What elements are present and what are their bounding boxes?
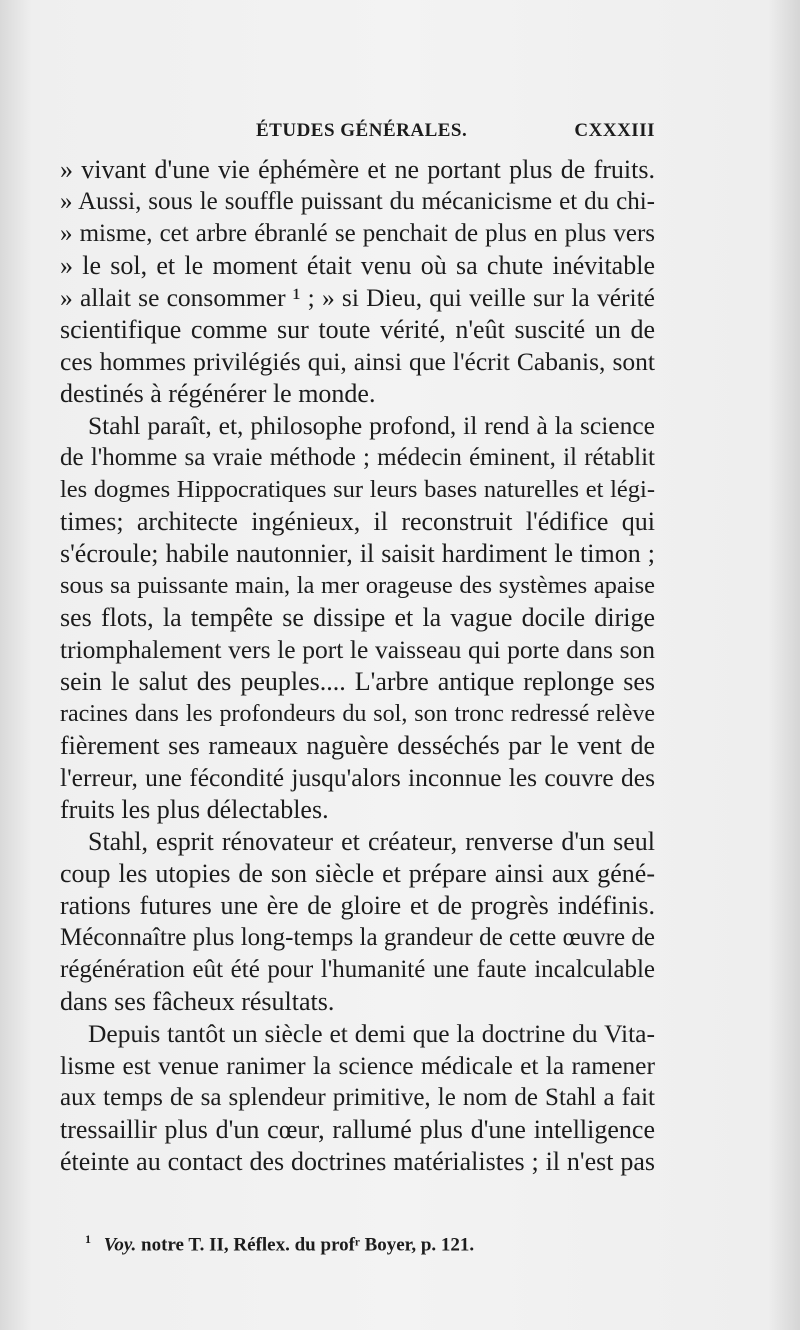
text-line: racines dans les profondeurs du sol, son tronc redressé relève [60,701,655,727]
page-header [60,120,655,150]
text-line: destinés à régénérer le monde. [60,379,376,408]
page-number: CXXXIII [574,120,655,141]
text-line: Stahl, esprit rénovateur et créateur, renverse d'un seul [88,827,655,856]
text-line: fièrement ses rameaux naguère desséchés par le vent de [60,731,655,760]
footnote-text: notre T. II, Réflex. du profʳ Boyer, p. 121. [141,1234,475,1256]
footnote [85,1232,645,1256]
text-line: » Aussi, sous le souffle puissant du mécanicisme et du chi- [60,188,655,215]
text-line: régénération eût été pour l'humanité une faute incalculable [60,956,655,983]
text-line: » misme, cet arbre ébranlé se penchait de plus en plus vers [60,220,655,247]
text-line: l'erreur, une fécondité jusqu'alors inconnue les couvre des [60,763,655,792]
text-line: coup les utopies de son siècle et prépare ainsi aux géné- [60,859,655,888]
text-line: » allait se consommer ¹ ; » si Dieu, qui veille sur la vérité [60,283,655,312]
text-line: les dogmes Hippocratiques sur leurs bases naturelles et légi- [60,476,655,503]
text-line: tressaillir plus d'un cœur, rallumé plus d'une intelligence [60,1115,655,1144]
text-line: de l'homme sa vraie méthode ; médecin éminent, il rétablit [60,444,655,471]
footnote-abbreviation: Voy. [103,1234,137,1256]
text-line: lisme est venue ranimer la science médicale et la ramener [60,1051,655,1080]
text-line: dans ses fâcheux résultats. [60,987,335,1016]
text-line: scientifique comme sur toute vérité, n'eût suscité un de [60,315,655,344]
text-line: rations futures une ère de gloire et de progrès indéfinis. [60,891,655,920]
text-line: aux temps de sa splendeur primitive, le nom de Stahl a fait [60,1084,655,1111]
text-line: » vivant d'une vie éphémère et ne portant plus de fruits. [60,155,655,184]
text-line: sein le salut des peuples.... L'arbre antique replonge ses [60,667,655,696]
text-line: sous sa puissante main, la mer orageuse des systèmes apaise [60,572,655,599]
text-line: Stahl paraît, et, philosophe profond, il rend à la science [88,411,655,440]
text-line: Méconnaître plus long-temps la grandeur de cette œuvre de [60,924,655,951]
text-line: triomphalement vers le port le vaisseau qui porte dans son [60,635,655,664]
text-line: Depuis tantôt un siècle et demi que la doctrine du Vita- [88,1019,655,1048]
text-line: ces hommes privilégiés qui, ainsi que l'écrit Cabanis, sont [60,347,655,376]
running-title: ÉTUDES GÉNÉRALES. [256,120,468,141]
footnote-marker: 1 [85,1232,91,1246]
text-line: éteinte au contact des doctrines matérialistes ; il n'est pas [60,1147,655,1176]
text-line: fruits les plus délectables. [60,795,329,824]
text-line: times; architecte ingénieux, il reconstruit l'édifice qui [60,507,655,536]
text-line: s'écroule; habile nautonnier, il saisit hardiment le timon ; [60,539,655,568]
text-line: » le sol, et le moment était venu où sa chute inévitable [60,251,655,280]
body-text [60,154,655,1178]
text-line: ses flots, la tempête se dissipe et la vague docile dirige [60,603,655,632]
